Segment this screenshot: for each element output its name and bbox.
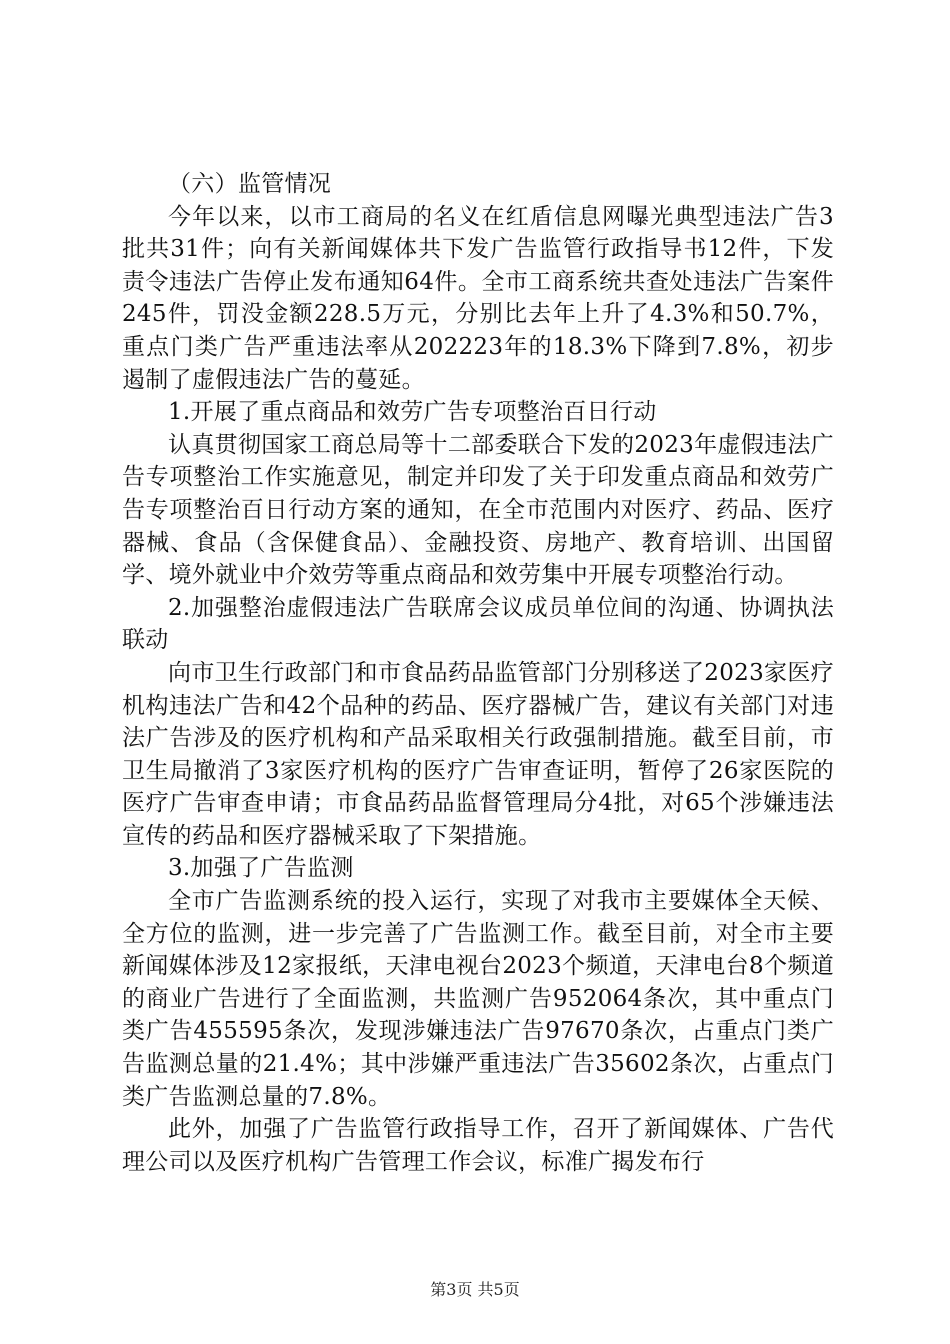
paragraph-1: 认真贯彻国家工商总局等十二部委联合下发的2023年虚假违法广告专项整治工作实施意见，制定并印发了关于印发重点商品和效劳广告专项整治百日行动方案的通知，在全市范围内对医疗、药品、医疗器械、食品（含保健食品）、金融投资、房地产、教育培训、出国留学、境外就业中介效劳等重点商品和效劳集中开展专项整治行动。 <box>122 431 834 589</box>
paragraph-3: 全市广告监测系统的投入运行，实现了对我市主要媒体全天候、全方位的监测，进一步完善了广告监测工作。截至目前，对全市主要新闻媒体涉及12家报纸，天津电视台2023个频道，天津电台8个频道的商业广告进行了全面监测，共监测广告952064条次，其中重点门类广告455595条次，发现涉嫌违法广告97670条次，占重点门类广告监测总量的21.4%；其中涉嫌严重违法广告35602条次，占重点门类广告监测总量的7.8%。 <box>122 888 834 1110</box>
paragraph-4: 此外，加强了广告监管行政指导工作，召开了新闻媒体、广告代理公司以及医疗机构广告管理工作会议，标准广揭发布行 <box>122 1116 834 1175</box>
page-footer: 第3页 共5页 <box>430 1280 520 1299</box>
subheading-1: 1.开展了重点商品和效劳广告专项整治百日行动 <box>168 399 657 426</box>
subheading-2: 2.加强整治虚假违法广告联席会议成员单位间的沟通、协调执法联动 <box>122 594 834 654</box>
subheading-3: 3.加强了广告监测 <box>168 855 354 882</box>
paragraph-2: 向市卫生行政部门和市食品药品监管部门分别移送了2023家医疗机构违法广告和42个品种的药品、医疗器械广告，建议有关部门对违法广告涉及的医疗机构和产品采取相关行政强制措施。截至目前，市卫生局撤消了3家医疗机构的医疗广告审查证明，暂停了26家医院的医疗广告审查申请；市食品药品监督管理局分4批，对65个涉嫌违法宣传的药品和医疗器械采取了下架措施。 <box>122 659 834 849</box>
section-heading: （六）监管情况 <box>168 171 332 197</box>
document-body <box>122 168 834 1178</box>
paragraph-intro: 今年以来，以市工商局的名义在红盾信息网曝光典型违法广告3批共31件；向有关新闻媒体共下发广告监管行政指导书12件，下发责令违法广告停止发布通知64件。全市工商系统共查处违法广告案件245件，罚没金额228.5万元，分别比去年上升了4.3%和50.7%，重点门类广告严重违法率从202223年的18.3%下降到7.8%，初步遏制了虚假违法广告的蔓延。 <box>122 203 834 393</box>
